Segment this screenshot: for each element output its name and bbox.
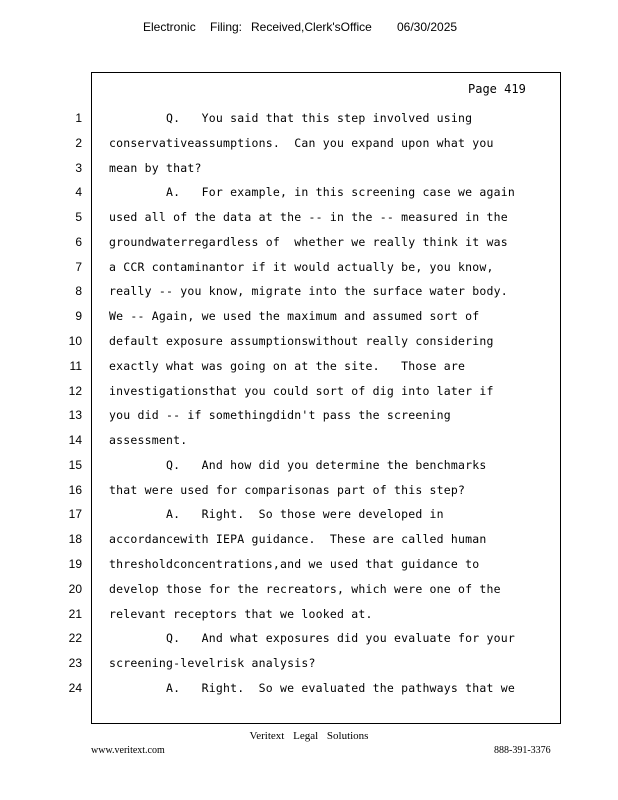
header-electronic: Electronic: [143, 20, 196, 34]
page-number: Page 419: [468, 82, 526, 96]
line-text: groundwaterregardless of whether we really think it was: [109, 234, 508, 249]
line-text: really -- you know, migrate into the surface water body.: [109, 284, 508, 299]
filing-header: [0, 20, 618, 38]
line-text: investigationsthat you could sort of dig into later if: [109, 383, 494, 398]
line-number: 3: [75, 160, 82, 175]
line-text: Q. You said that this step involved using: [109, 111, 473, 125]
header-filing: Filing:: [210, 20, 243, 34]
line-number: 20: [68, 581, 82, 596]
line-number: 12: [68, 383, 82, 398]
line-text: A. Right. So we evaluated the pathways that we: [109, 680, 516, 695]
line-number: 7: [75, 259, 82, 274]
line-number: 14: [68, 433, 82, 448]
line-number: 6: [75, 234, 82, 249]
line-text: A. For example, in this screening case we again: [109, 185, 516, 200]
line-number: 11: [69, 358, 82, 373]
line-number: 18: [68, 532, 82, 547]
line-number: 10: [68, 334, 82, 349]
line-text: Q. And what exposures did you evaluate for your: [109, 631, 516, 646]
line-text: We -- Again, we used the maximum and assumed sort of: [109, 309, 480, 324]
line-text: used all of the data at the -- in the -- measured in the: [109, 210, 508, 225]
line-number: 17: [68, 507, 82, 522]
line-text: A. Right. So those were developed in: [109, 507, 444, 522]
line-text: default exposure assumptionswithout really considering: [109, 334, 494, 349]
line-text: a CCR contaminantor if it would actually be, you know,: [109, 259, 494, 274]
line-number: 21: [68, 606, 82, 621]
line-number: 4: [75, 185, 82, 200]
line-number: 2: [75, 135, 82, 150]
line-number: 19: [68, 557, 82, 572]
line-text: assessment.: [109, 433, 188, 448]
footer-phone: 888-391-3376: [494, 745, 551, 756]
line-text: thresholdconcentrations,and we used that guidance to: [109, 557, 480, 572]
header-date: 06/30/2025: [397, 20, 458, 34]
line-number: 13: [68, 408, 82, 423]
line-number: 15: [68, 457, 82, 472]
line-text: you did -- if somethingdidn't pass the screening: [109, 408, 451, 423]
line-number: 22: [68, 631, 82, 646]
line-number: 1: [75, 111, 82, 125]
footer-company: Veritext Legal Solutions: [249, 730, 369, 742]
line-text: relevant receptors that we looked at.: [109, 606, 373, 621]
line-text: screening-levelrisk analysis?: [109, 656, 316, 671]
line-text: develop those for the recreators, which were one of the: [109, 581, 501, 596]
line-number: 16: [68, 482, 82, 497]
line-number: 5: [75, 210, 82, 225]
line-number: 8: [75, 284, 82, 299]
line-text: conservativeassumptions. Can you expand upon what you: [109, 135, 494, 150]
header-received: Received,Clerk'sOffice: [251, 20, 372, 34]
line-text: mean by that?: [109, 160, 202, 175]
footer-website: www.veritext.com: [91, 745, 165, 756]
line-text: Q. And how did you determine the benchmarks: [109, 457, 487, 472]
line-text: that were used for comparisonas part of this step?: [109, 482, 466, 497]
line-number: 24: [68, 680, 82, 695]
line-number: 23: [68, 656, 82, 671]
line-text: exactly what was going on at the site. Those are: [109, 358, 466, 373]
line-text: accordancewith IEPA guidance. These are called human: [109, 532, 487, 547]
line-number: 9: [75, 309, 82, 324]
